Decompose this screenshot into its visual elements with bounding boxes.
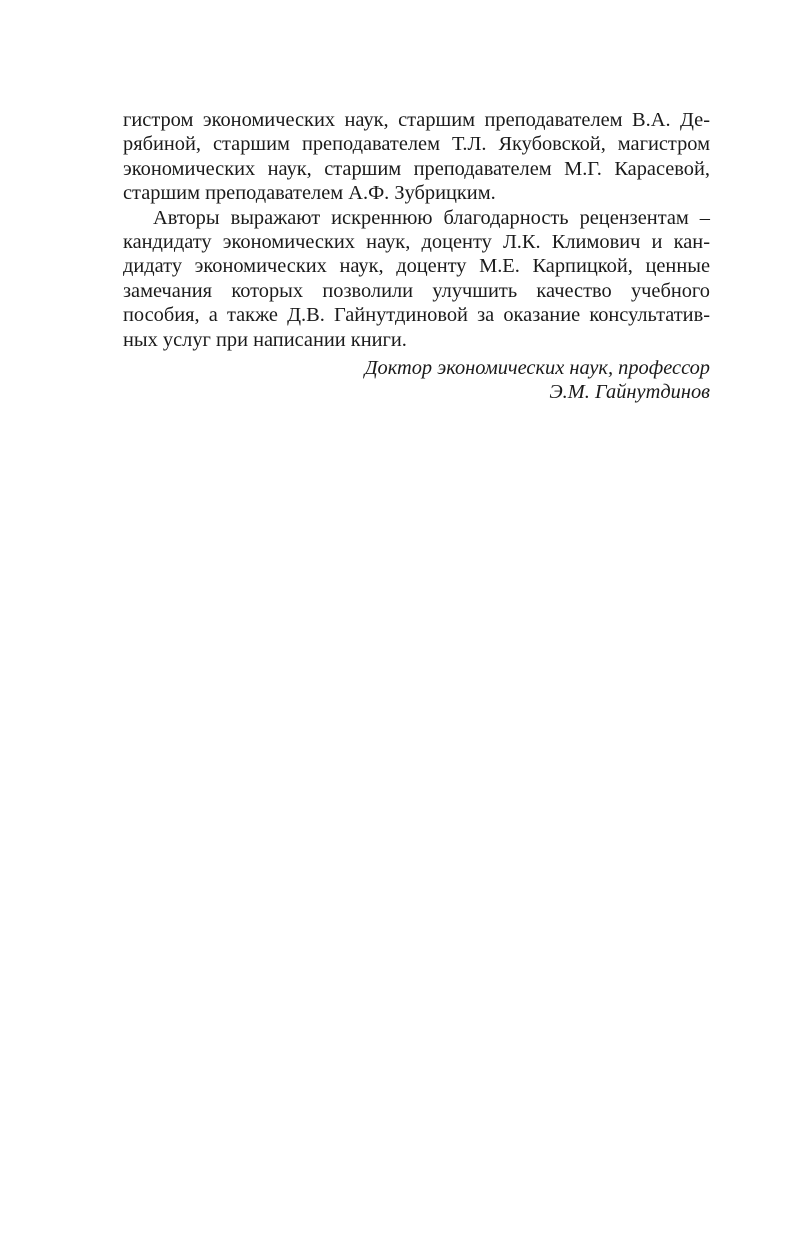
paragraph-reviewers-thanks (123, 206, 710, 352)
paragraph-acknowledgement-continued (123, 108, 710, 206)
paragraph-line: старшим преподавателем А.Ф. Зубрицким. (123, 182, 496, 205)
paragraph-line: гистром экономических наук, старшим преподавателем В.А. Де- (123, 109, 710, 131)
signature-block (123, 356, 710, 405)
document-text (123, 108, 710, 405)
paragraph-line: экономических наук, старшим преподавателем М.Г. Карасевой, (123, 157, 710, 180)
paragraph-line: кандидату экономических наук, доценту Л.К. Климович и кан- (123, 231, 710, 254)
paragraph-line: ных услуг при написании книги. (123, 328, 407, 351)
paragraph-line: дидату экономических наук, доценту М.Е. Карпицкой, ценные (123, 255, 710, 278)
signature-name: Э.М. Гайнутдинов (549, 381, 710, 404)
signature-title: Доктор экономических наук, профессор (364, 357, 710, 380)
paragraph-line: Авторы выражают искреннюю благодарность рецензентам – (153, 206, 710, 229)
paragraph-line: рябиной, старшим преподавателем Т.Л. Якубовской, магистром (123, 133, 710, 156)
paragraph-line: замечания которых позволили улучшить качество учебного (123, 279, 710, 302)
paragraph-line: пособия, а также Д.В. Гайнутдиновой за оказание консультатив- (123, 304, 710, 327)
